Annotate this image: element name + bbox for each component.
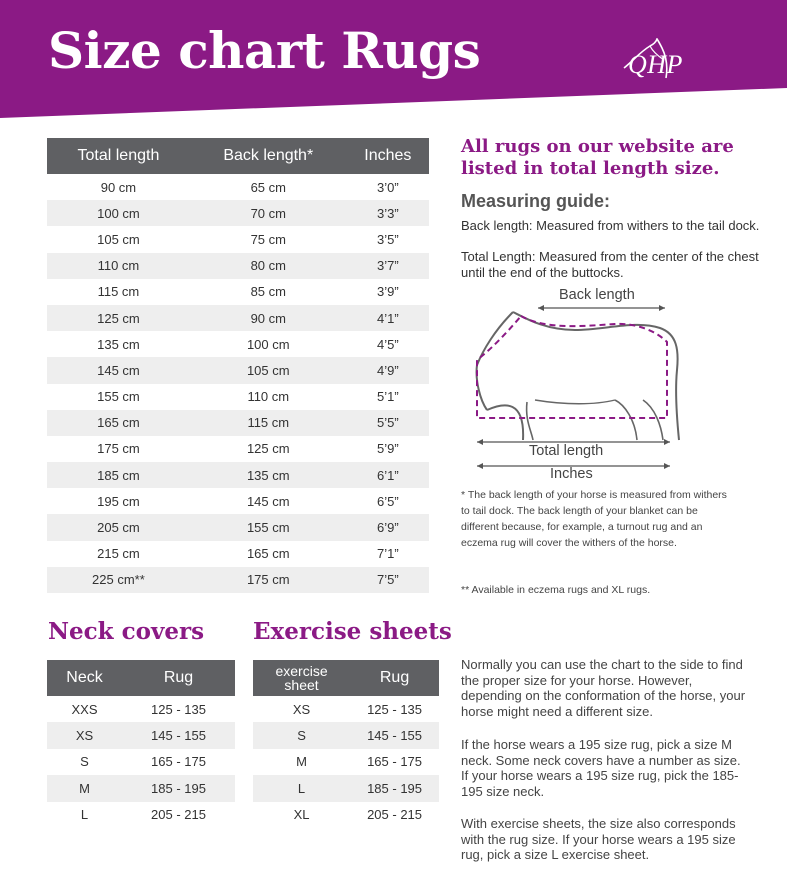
table-cell: 7’1”: [377, 546, 399, 562]
sizing-paragraph-3: With exercise sheets, the size also corresponds with the rug size. If your horse wears a 195 size rug, pick a size L exercise sheet.: [461, 816, 736, 863]
table-cell: S: [253, 722, 350, 748]
table-cell: 145 cm: [47, 357, 190, 383]
table-row: [47, 253, 429, 279]
table-row: [253, 749, 439, 775]
table-cell: 100 cm: [246, 336, 290, 352]
table-cell: 125 cm: [47, 305, 190, 331]
table-cell: 7’5”: [347, 567, 429, 593]
table-cell: 225 cm**: [47, 567, 190, 593]
neck-covers-title: Neck covers: [48, 618, 205, 645]
guide-total-length-text: Total Length: Measured from the center of the chest until the end of the buttocks.: [461, 249, 759, 280]
back-length-footnote: * The back length of your horse is measured from withers to tail dock. The back length of your blanket can be different because, for example, a turnout rug and an eczema rug will cover the withers of the horse.: [461, 489, 727, 549]
table-cell: XS: [47, 722, 122, 748]
table-cell: 105 cm: [97, 231, 140, 247]
headline: All rugs on our website are listed in total length size.: [461, 136, 734, 179]
table-cell: 3’3”: [347, 200, 429, 226]
table-cell: 125 - 135: [367, 701, 423, 717]
table-row: [253, 775, 439, 801]
table-cell: 3’5”: [377, 231, 399, 247]
table-cell: 145 - 155: [350, 722, 439, 748]
table-row: [47, 696, 235, 722]
table-cell: 80 cm: [190, 253, 347, 279]
table-cell: 165 cm: [246, 546, 290, 562]
table-cell: 135 cm: [190, 462, 347, 488]
column-header-inches: Inches: [347, 138, 429, 174]
horse-rug-illustration: [465, 290, 685, 455]
table-cell: 165 cm: [47, 410, 190, 436]
table-cell: 205 - 215: [367, 807, 423, 823]
table-cell: 205 cm: [47, 514, 190, 540]
table-cell: 4’5”: [377, 336, 399, 352]
table-row: [47, 226, 429, 252]
table-row: [47, 279, 429, 305]
table-cell: 115 cm: [190, 410, 347, 436]
table-cell: 65 cm: [250, 179, 286, 195]
column-header-back-length: Back length*: [190, 138, 347, 174]
guide-back-length-text: Back length: Measured from withers to the tail dock.: [461, 218, 760, 233]
table-cell: 6’1”: [347, 462, 429, 488]
header-banner: [0, 0, 787, 118]
table-cell: 125 - 135: [151, 701, 206, 717]
diagram-label-total-length: Total length: [529, 443, 604, 459]
table-cell: 110 cm: [247, 389, 290, 405]
table-cell: L: [80, 807, 89, 823]
table-row: [47, 488, 429, 514]
table-row: [47, 410, 429, 436]
table-row: [47, 357, 429, 383]
table-row: [47, 305, 429, 331]
table-cell: S: [80, 754, 89, 770]
column-header-neck: Neck: [47, 660, 122, 696]
table-cell: 4’9”: [347, 357, 429, 383]
table-cell: 125 cm: [246, 441, 290, 457]
table-row: [47, 384, 429, 410]
rug-size-table: [47, 138, 429, 593]
table-row: [253, 696, 439, 722]
table-cell: 90 cm: [190, 305, 347, 331]
table-header-row: [47, 660, 235, 696]
table-row: [47, 775, 235, 801]
table-row: [47, 802, 235, 828]
table-cell: 3’0”: [377, 179, 399, 195]
availability-footnote: ** Available in eczema rugs and XL rugs.: [461, 584, 651, 596]
table-row: [47, 200, 429, 226]
table-cell: M: [296, 754, 307, 770]
neck-cover-table: [47, 660, 235, 828]
table-cell: 185 - 195: [350, 775, 439, 801]
table-row: [253, 802, 439, 828]
measuring-guide-title: Measuring guide:: [461, 191, 611, 211]
column-header-exercise-sheet: [253, 660, 350, 696]
horse-measuring-diagram: [465, 287, 685, 482]
table-cell: 175 cm: [190, 567, 347, 593]
table-row: [47, 462, 429, 488]
table-cell: 205 - 215: [151, 807, 206, 823]
exercise-sheet-header-text: exercise sheet: [275, 663, 328, 693]
table-cell: 110 cm: [47, 253, 190, 279]
table-cell: XS: [292, 701, 311, 717]
table-cell: 6’9”: [347, 514, 429, 540]
table-row: [47, 541, 429, 567]
table-cell: 5’5”: [347, 410, 429, 436]
table-cell: 115 cm: [97, 284, 140, 300]
table-cell: 100 cm: [47, 200, 190, 226]
sizing-paragraph-1: Normally you can use the chart to the side to find the proper size for your horse. However, depending on the conformation of the horse, your horse might need a different size.: [461, 657, 746, 719]
table-cell: 85 cm: [250, 284, 286, 300]
table-cell: 5’1”: [377, 389, 399, 405]
table-cell: 105 cm: [190, 357, 347, 383]
horse-head-icon: [620, 38, 670, 80]
table-row: [47, 514, 429, 540]
table-cell: 135 cm: [97, 336, 140, 352]
table-cell: 165 - 175: [367, 754, 423, 770]
table-cell: XL: [293, 807, 310, 823]
table-cell: L: [253, 775, 350, 801]
table-cell: 90 cm: [100, 179, 137, 195]
column-header-rug: Rug: [122, 660, 235, 696]
table-header-row: [253, 660, 439, 696]
table-row: [253, 722, 439, 748]
table-cell: 155 cm: [97, 389, 140, 405]
page-title: Size chart Rugs: [48, 21, 481, 80]
table-row: [47, 722, 235, 748]
table-cell: 145 cm: [246, 493, 290, 509]
table-cell: 6’5”: [377, 493, 399, 509]
table-row: [47, 567, 429, 593]
table-cell: 185 - 195: [122, 775, 235, 801]
table-row: [47, 436, 429, 462]
table-cell: 3’7”: [347, 253, 429, 279]
diagram-label-back-length: Back length: [559, 287, 635, 303]
table-cell: 4’1”: [347, 305, 429, 331]
table-cell: 3’9”: [377, 284, 399, 300]
table-cell: 155 cm: [190, 514, 347, 540]
logo-text: QHP: [628, 50, 683, 79]
sizing-paragraph-2: If the horse wears a 195 size rug, pick a size M neck. Some neck covers have a number as size. If your horse wears a 195 size rug, pick the 185-195 size neck.: [461, 737, 741, 799]
table-cell: 165 - 175: [151, 754, 206, 770]
table-cell: 175 cm: [97, 441, 140, 457]
table-cell: 5’9”: [377, 441, 399, 457]
table-cell: 145 - 155: [122, 722, 235, 748]
table-cell: 75 cm: [250, 231, 286, 247]
table-row: [47, 174, 429, 200]
table-cell: 195 cm: [97, 493, 140, 509]
table-cell: XXS: [71, 701, 98, 717]
table-row: [47, 749, 235, 775]
table-cell: 70 cm: [190, 200, 347, 226]
table-cell: 215 cm: [97, 546, 140, 562]
table-cell: 185 cm: [47, 462, 190, 488]
exercise-sheet-table: [253, 660, 439, 828]
column-header-total-length: Total length: [47, 138, 190, 174]
table-header-row: [47, 138, 429, 174]
table-cell: M: [47, 775, 122, 801]
table-row: [47, 331, 429, 357]
exercise-sheets-title: Exercise sheets: [253, 618, 452, 645]
diagram-label-inches: Inches: [550, 466, 593, 482]
brand-logo: [620, 38, 750, 88]
column-header-rug: Rug: [350, 660, 439, 696]
